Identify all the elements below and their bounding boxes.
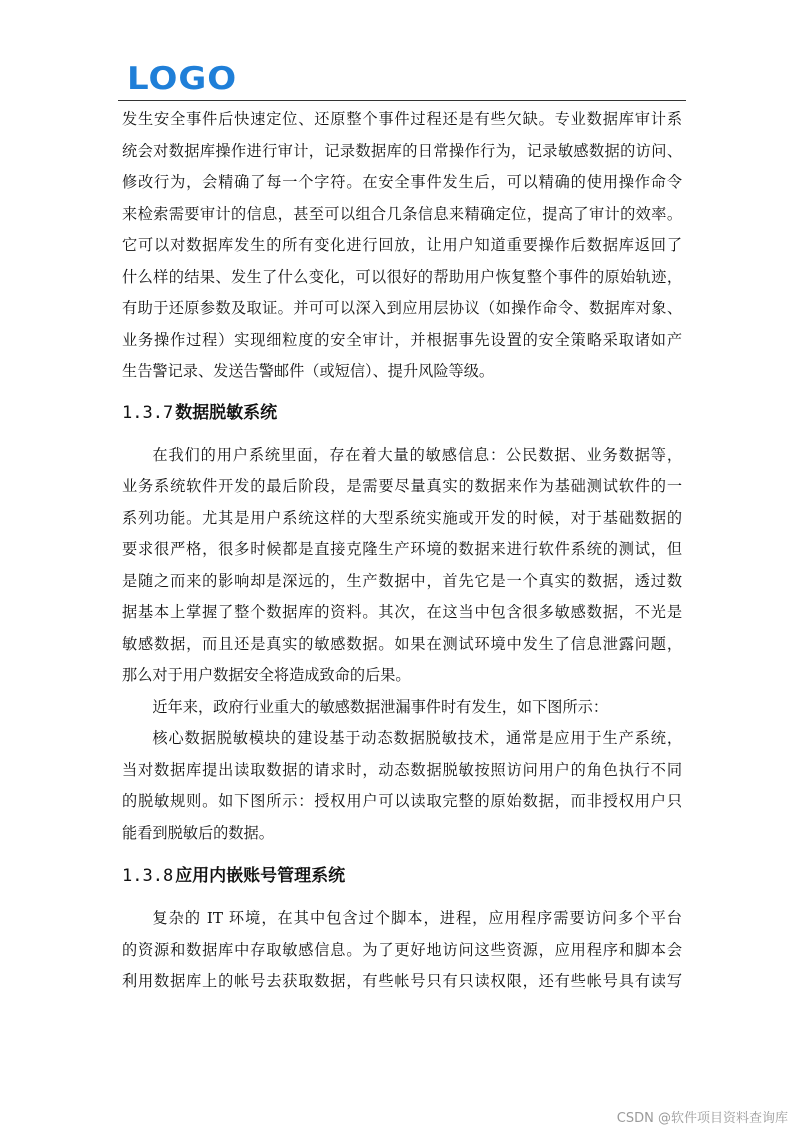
logo: LOGO xyxy=(127,60,238,98)
paragraph-embedded-accounts xyxy=(122,903,682,998)
text-line: 的脱敏规则。如下图所示：授权用户可以读取完整的原始数据，而非授权用户只 xyxy=(122,792,682,810)
text-line: 在我们的用户系统里面，存在着大量的敏感信息：公民数据、业务数据等， xyxy=(152,445,682,464)
text-line: 当对数据库提出读取数据的请求时，动态数据脱敏按照访问用户的角色执行不同 xyxy=(122,760,682,779)
text-line: 据基本上掌握了整个数据库的资料。其次，在这当中包含很多敏感数据，不光是 xyxy=(122,603,682,621)
section-heading-1-3-8 xyxy=(122,861,682,891)
text-line: 有助于还原参数及取证。并可可以深入到应用层协议（如操作命令、数据库对象、 xyxy=(122,299,682,317)
text-line: 发生安全事件后快速定位、还原整个事件过程还是有些欠缺。专业数据库审计系 xyxy=(122,110,682,128)
text-line: 生告警记录、发送告警邮件（或短信）、提升风险等级。 xyxy=(122,362,495,380)
text-line: 近年来，政府行业重大的敏感数据泄漏事件时有发生，如下图所示： xyxy=(152,697,609,716)
text-line: 什么样的结果、发生了什么变化，可以很好的帮助用户恢复整个事件的原始轨迹， xyxy=(122,267,682,286)
section-title: 数据脱敏系统 xyxy=(175,402,278,423)
text-line: 敏感数据，而且还是真实的敏感数据。如果在测试环境中发生了信息泄露问题， xyxy=(122,634,682,653)
text-line: 系列功能。尤其是用户系统这样的大型系统实施或开发的时候，对于基础数据的 xyxy=(122,508,682,527)
text-line: 利用数据库上的帐号去获取数据，有些帐号只有只读权限，还有些帐号具有读写 xyxy=(122,972,682,990)
text-line: 的资源和数据库中存取敏感信息。为了更好地访问这些资源，应用程序和脚本会 xyxy=(122,940,682,959)
text-line: 业务操作过程）实现细粒度的安全审计，并根据事先设置的安全策略采取诸如产 xyxy=(122,330,682,349)
text-line: 是随之而来的影响却是深远的，生产数据中，首先它是一个真实的数据，透过数 xyxy=(122,571,682,590)
text-line: 它可以对数据库发生的所有变化进行回放，让用户知道重要操作后数据库返回了 xyxy=(122,236,682,254)
paragraph-dynamic-masking xyxy=(122,723,682,849)
header-rule xyxy=(118,100,686,101)
document-body xyxy=(122,104,682,998)
text-line: 复杂的 IT 环境，在其中包含过个脚本，进程，应用程序需要访问多个平台 xyxy=(152,909,682,927)
section-number: 1.3.8 xyxy=(122,866,174,886)
text-line: 统会对数据库操作进行审计，记录数据库的日常操作行为，记录敏感数据的访问、 xyxy=(122,141,682,160)
paragraph-leak-events xyxy=(122,692,682,724)
section-title: 应用内嵌账号管理系统 xyxy=(175,866,346,886)
watermark: CSDN @软件项目资料查询库 xyxy=(616,1111,788,1126)
section-number: 1.3.7 xyxy=(122,402,174,423)
paragraph-audit xyxy=(122,104,682,388)
text-line: 核心数据脱敏模块的建设基于动态数据脱敏技术，通常是应用于生产系统， xyxy=(152,729,682,747)
section-heading-1-3-7 xyxy=(122,398,682,428)
text-line: 那么对于用户数据安全将造成致命的后果。 xyxy=(122,666,411,684)
text-line: 修改行为，会精确了每一个字符。在安全事件发生后，可以精确的使用操作命令 xyxy=(122,173,682,191)
text-line: 来检索需要审计的信息，甚至可以组合几条信息来精确定位，提高了审计的效率。 xyxy=(122,204,682,223)
text-line: 业务系统软件开发的最后阶段，是需要尽量真实的数据来作为基础测试软件的一 xyxy=(122,477,682,495)
text-line: 要求很严格，很多时候都是直接克隆生产环境的数据来进行软件系统的测试，但 xyxy=(122,540,682,558)
text-line: 能看到脱敏后的数据。 xyxy=(122,823,274,842)
paragraph-masking-intro xyxy=(122,440,682,692)
